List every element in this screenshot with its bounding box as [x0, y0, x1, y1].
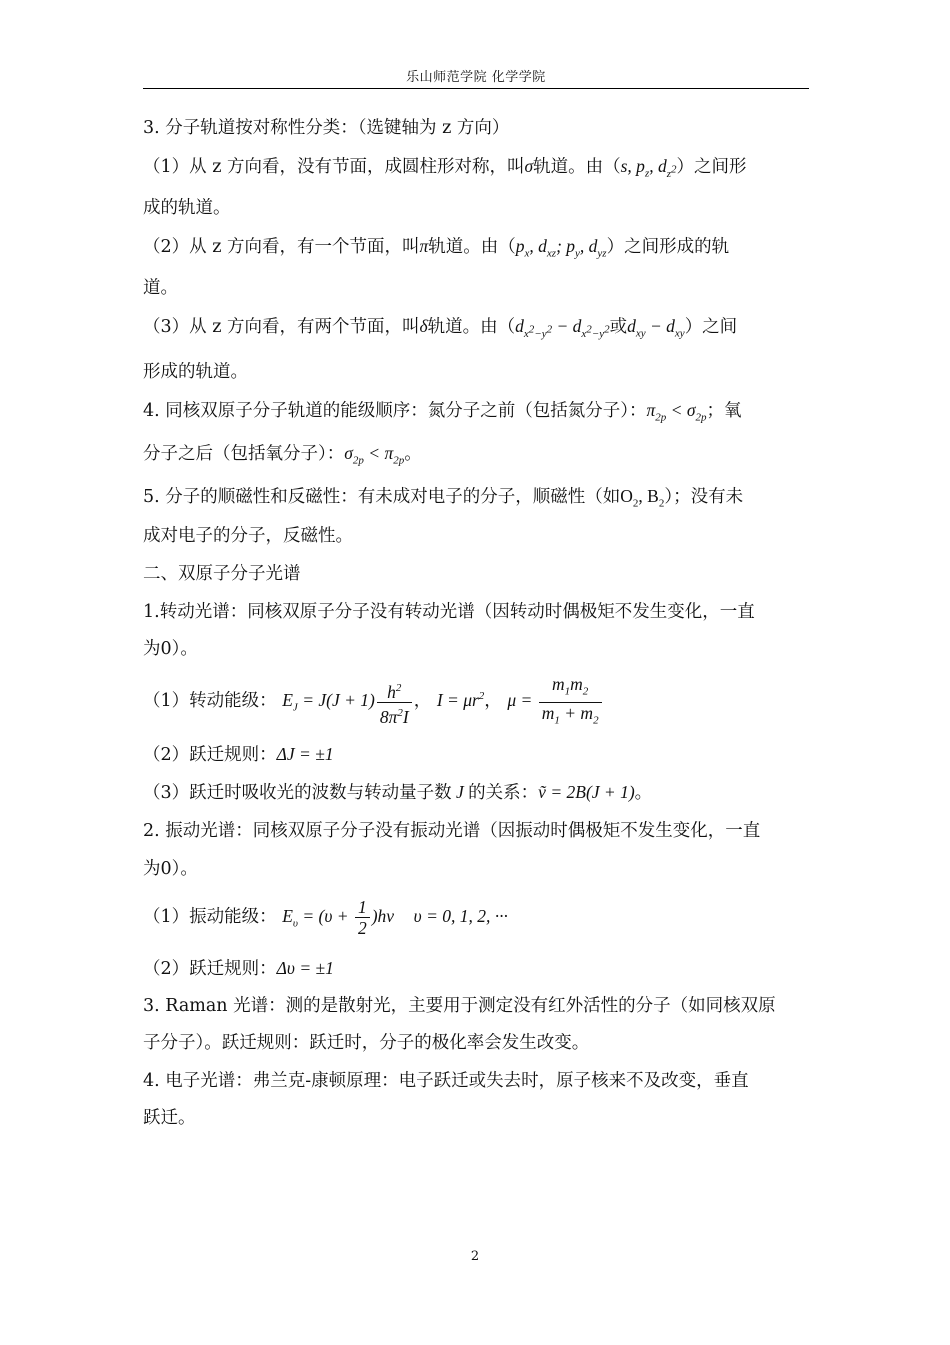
line-18: 2. 振动光谱：同核双原子分子没有振动光谱（因振动时偶极矩不发生变化，一直: [143, 821, 761, 841]
formula-vibrational-quantum-numbers: υ = 0, 1, 2, ···: [413, 906, 508, 926]
line-13: 1.转动光谱：同核双原子分子没有转动光谱（因转动时偶极矩不发生变化，一直: [143, 602, 755, 622]
page-header: 乐山师范学院 化学学院: [406, 70, 546, 85]
symbol-j: J: [451, 782, 469, 802]
formula-o2-order: $\sigma_{2p} < \pi_{2p}$: [344, 443, 405, 467]
formula-selection-rule-j: ΔJ = ±1: [276, 744, 334, 764]
line-2: （1）从 z 方向看，没有节面，成圆柱形对称，叫σ轨道。由（s, $p_z$, $d_{z^2}$）之间形: [143, 156, 747, 180]
line-3: 成的轨道。: [143, 198, 231, 218]
line-11: 成对电子的分子，反磁性。: [143, 526, 353, 546]
line-20: （1）振动能级： $E_\upsilon = (\upsilon$ + $\frac{1}{2}$ )hν υ = 0, 1, 2, ···: [143, 897, 508, 939]
line-4: （2）从 z 方向看，有一个节面，叫π轨道。由（$p_x$, $d_{xz}$; $p_y$, $d_{yz}$）之间形成的轨: [143, 236, 730, 260]
formula-o2-b2: $O_2$, $B_2$: [620, 486, 665, 510]
line-22: 3. Raman 光谱：测的是散射光，主要用于测定没有红外活性的分子（如同核双原: [143, 996, 776, 1016]
formula-wavenumber: ṽ = 2B(J + 1): [538, 782, 635, 802]
pi-symbol: π: [419, 236, 429, 256]
formula-s-pz-dz2: s, $p_z$, $d_{z^2}$: [620, 156, 677, 180]
formula-px-dxz-py-dyz: $p_x$, $d_{xz}$; $p_y$, $d_{yz}$: [515, 236, 607, 260]
line-17: （3）跃迁时吸收光的波数与转动量子数 J 的关系：ṽ = 2B(J + 1)。: [143, 782, 653, 803]
formula-moment-of-inertia: $I = \mu r^2$: [436, 690, 485, 711]
section-heading: 二、双原子分子光谱: [143, 564, 301, 584]
line-16: （2）跃迁规则：ΔJ = ±1: [143, 744, 334, 765]
line-9: 分子之后（包括氧分子）：$\sigma_{2p} < \pi_{2p}$。: [143, 443, 422, 467]
formula-selection-rule-v: Δυ = ±1: [276, 958, 334, 978]
formula-rotational-energy: $E_J = J(J + 1)$ $\frac{h^2}{8\pi^2I}$: [282, 690, 414, 710]
sigma-symbol: σ: [524, 156, 534, 176]
formula-d-orbitals: $d_{x^2-y^2} - d_{x^2-y^2}$或$d_{xy} - d_{xy}$: [515, 316, 685, 340]
line-7: 形成的轨道。: [143, 362, 248, 382]
line-21: （2）跃迁规则：Δυ = ±1: [143, 958, 334, 979]
line-14: 为0）。: [143, 639, 198, 659]
line-23: 子分子）。跃迁规则：跃迁时，分子的极化率会发生改变。: [143, 1033, 590, 1053]
formula-n2-order: $\pi_{2p} < \sigma_{2p}$: [646, 400, 707, 424]
formula-vibrational-energy: $E_\upsilon = (\upsilon$ + $\frac{1}{2}$ )hν: [282, 897, 395, 939]
header-rule: [143, 88, 809, 89]
line-6: （3）从 z 方向看，有两个节面，叫δ轨道。由（$d_{x^2-y^2} - d_{x^2-y^2}$或$d_{xy} - d_{xy}$）之间: [143, 316, 738, 340]
page-number: 2: [470, 1249, 480, 1264]
line-8: 4. 同核双原子分子轨道的能级顺序：氮分子之前（包括氮分子）：$\pi_{2p} < \sigma_{2p}$；氧: [143, 400, 742, 424]
line-24: 4. 电子光谱：弗兰克-康顿原理：电子跃迁或失去时，原子核来不及改变，垂直: [143, 1071, 749, 1091]
line-15: （1）转动能级： $E_J = J(J + 1)$ $\frac{h^2}{8\pi^2I}$ ， $I = \mu r^2$， μ = $\frac{m_1m_2}{m_1 + m_2}$: [143, 674, 809, 730]
delta-symbol: δ: [419, 316, 428, 336]
line-25: 跃迁。: [143, 1108, 196, 1128]
line-1: 3. 分子轨道按对称性分类：（选键轴为 z 方向）: [143, 118, 510, 138]
line-5: 道。: [143, 278, 178, 298]
formula-reduced-mass: μ = $\frac{m_1m_2}{m_1 + m_2}$: [507, 690, 603, 710]
line-10: 5. 分子的顺磁性和反磁性：有未成对电子的分子，顺磁性（如$O_2$, $B_2$）；没有未: [143, 486, 744, 510]
line-19: 为0）。: [143, 859, 198, 879]
